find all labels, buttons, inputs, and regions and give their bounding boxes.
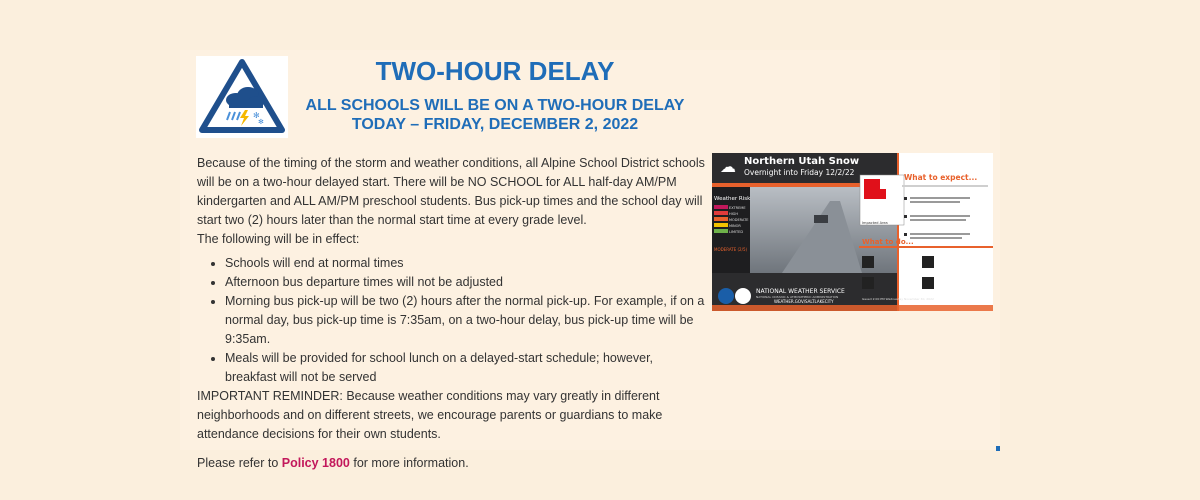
announcement-body: [197, 154, 707, 473]
infographic-title: Northern Utah Snow: [744, 156, 860, 167]
todo-heading: What to do...: [862, 238, 914, 246]
risk-level: EXTREME: [729, 206, 746, 210]
effects-list: [197, 254, 707, 387]
corner-marker: [996, 446, 1000, 451]
risk-level: HIGH: [729, 212, 739, 216]
agency-website: WEATHER.GOV/SALTLAKECITY: [774, 299, 834, 304]
subtitle-line-1: ALL SCHOOLS WILL BE ON A TWO-HOUR DELAY: [305, 97, 685, 114]
refer-suffix: for more information.: [349, 456, 469, 470]
subtitle-line-2: TODAY – FRIDAY, DECEMBER 2, 2022: [351, 116, 639, 133]
following-label: The following will be in effect:: [197, 232, 360, 246]
intro-paragraph: Because of the timing of the storm and weather conditions, all Alpine School District schools will be on a two-hour delayed start. There will be NO SCHOOL for ALL half-day AM/PM kindergarten and ALL AM/PM preschool students. Bus pick-up times and the school day will start two (2) hours later than the normal start time at every grade level.: [197, 156, 705, 227]
issued-note: Issued 2:00 PM Wednesday November 30, 2022: [862, 297, 934, 301]
agency-subtitle: NATIONAL OCEANIC & ATMOSPHERIC ADMINISTRATION: [756, 295, 839, 299]
snow-cloud-icon: ☁: [720, 157, 736, 176]
risk-level: MODERATE: [729, 218, 749, 222]
impacted-area-label: Impacted Area: [862, 221, 888, 225]
moderate-note: MODERATE (2/5): [714, 247, 748, 252]
policy-reference: [197, 454, 707, 473]
weather-infographic[interactable]: [712, 153, 993, 311]
risk-level-list: [729, 205, 748, 235]
expect-heading: What to expect...: [904, 173, 978, 182]
storm-warning-logo: [196, 56, 288, 138]
refer-prefix: Please refer to: [197, 456, 282, 470]
list-item: • Afternoon bus departure times will not be adjusted: [225, 273, 707, 292]
svg-text:✻: ✻: [253, 111, 260, 120]
policy-link[interactable]: Policy 1800: [281, 456, 350, 470]
agency-name: NATIONAL WEATHER SERVICE: [756, 288, 845, 295]
storm-warning-icon: [196, 56, 288, 138]
list-item: • Meals will be provided for school lunch on a delayed-start schedule; however, breakfast will not be served: [225, 349, 707, 387]
infographic-subtitle: Overnight into Friday 12/2/22: [744, 168, 855, 177]
list-item: • Schools will end at normal times: [225, 254, 707, 273]
reminder-paragraph: IMPORTANT REMINDER: Because weather conditions may vary greatly in different neighborhoods and on different streets, we encourage parents or guardians to make attendance decisions for their own students.: [197, 389, 663, 441]
svg-text:✻: ✻: [258, 118, 264, 126]
risk-label: Weather Risk: [714, 196, 751, 202]
list-item: • Morning bus pick-up will be two (2) hours after the normal pick-up. For example, if on a normal day, bus pick-up time is 7:35am, on a two-hour delay, bus pick-up time will be 9:35am.: [225, 292, 707, 349]
risk-level: MINOR: [729, 224, 741, 228]
risk-level: LIMITED: [729, 230, 744, 234]
page-subtitle: [290, 96, 700, 134]
page-title: TWO-HOUR DELAY: [375, 56, 615, 86]
